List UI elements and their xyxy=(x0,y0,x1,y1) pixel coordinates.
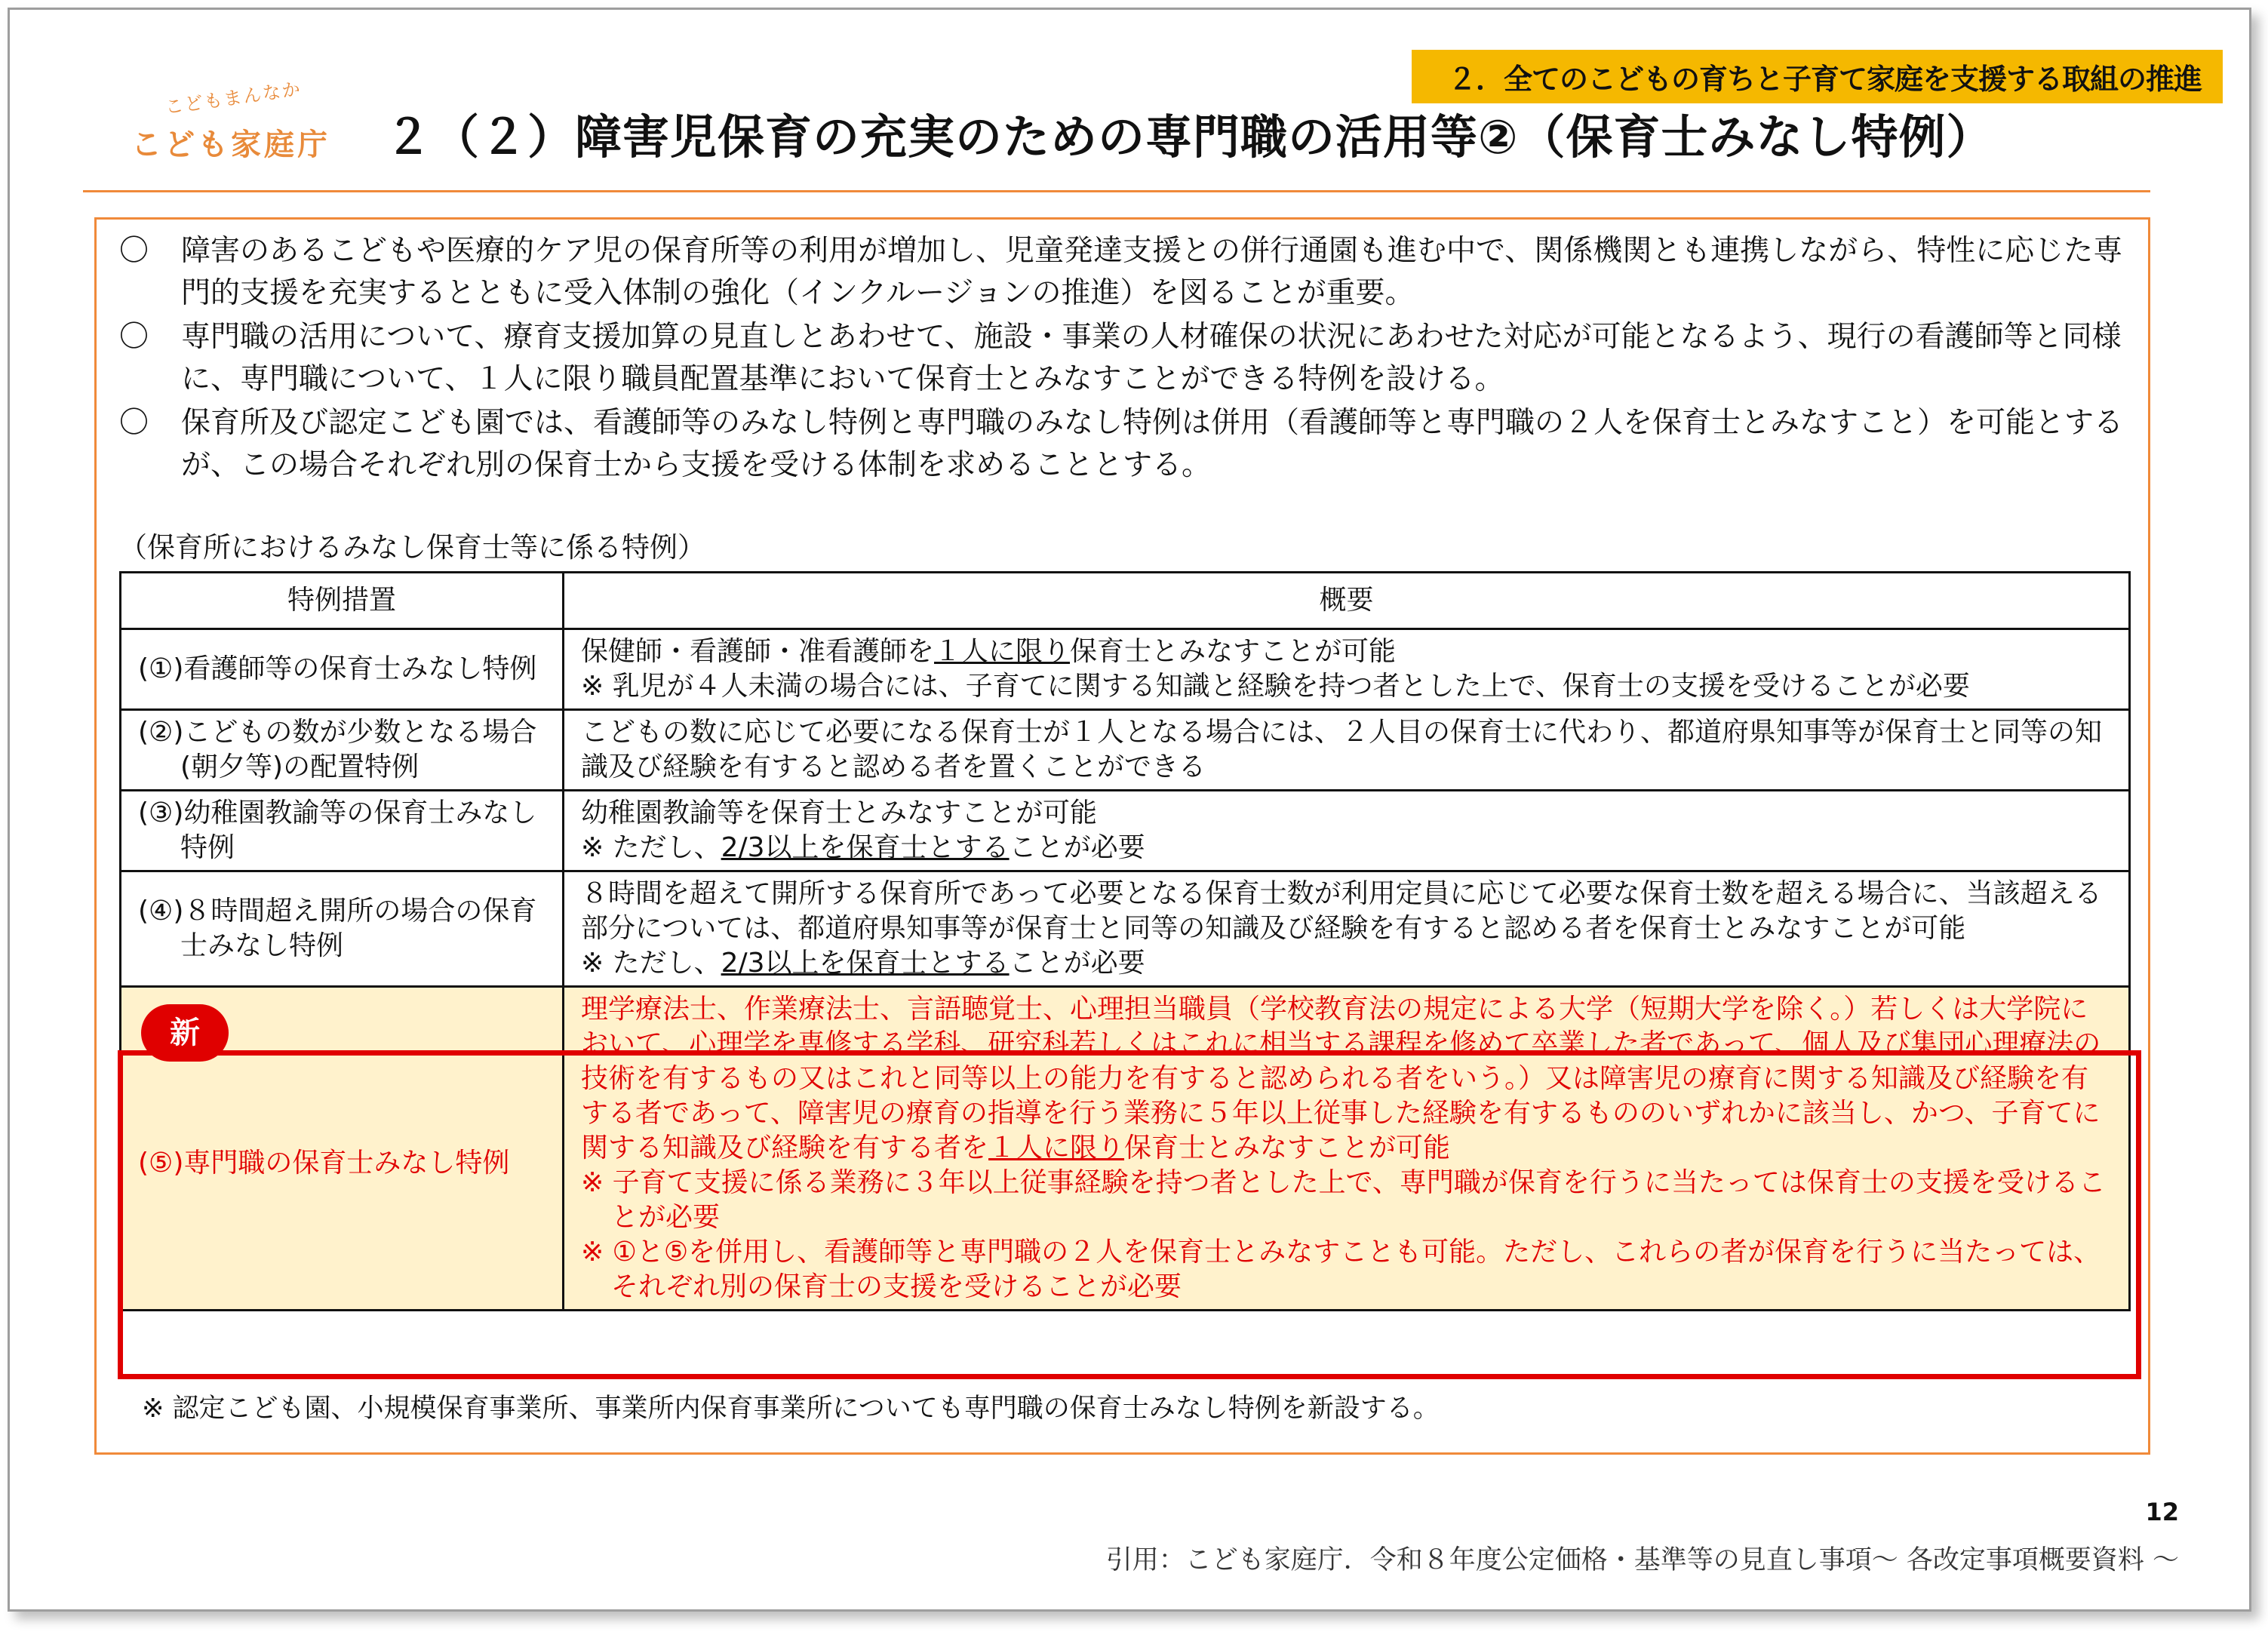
logo-tagline: こどもまんなか xyxy=(164,78,303,118)
summary-text: 保育士とみなすことが可能 xyxy=(1070,636,1397,667)
logo-text: こども家庭庁 xyxy=(131,128,330,162)
summary-text: 保健師・看護師・准看護師を xyxy=(581,636,935,667)
row-summary xyxy=(564,791,2130,871)
row-label xyxy=(121,987,564,1311)
summary-underlined: 2/3以上を保育士とする xyxy=(721,832,1010,863)
bullet-mark: 〇 xyxy=(119,406,149,440)
page-number: 12 xyxy=(2145,1498,2179,1526)
summary-text: ※ ただし、 xyxy=(581,832,721,863)
summary-line: 幼稚園教諭等を保育士とみなすことが可能 xyxy=(581,798,1098,828)
summary-text: ことが必要 xyxy=(1009,832,1145,863)
table-caption: （保育所におけるみなし保育士等に係る特例） xyxy=(119,531,705,564)
summary-underlined: １人に限り xyxy=(934,636,1071,667)
row-summary xyxy=(564,629,2130,710)
table-row xyxy=(121,791,2130,871)
summary-underlined: １人に限り xyxy=(988,1133,1125,1163)
row-summary xyxy=(564,987,2130,1311)
agency-logo xyxy=(131,78,335,174)
row-label xyxy=(121,629,564,710)
header-summary: 概要 xyxy=(564,573,2130,629)
row-summary xyxy=(564,710,2130,791)
summary-underlined: 2/3以上を保育士とする xyxy=(721,948,1010,979)
row-label xyxy=(121,791,564,871)
row-summary xyxy=(564,871,2130,987)
bullet-text: 保育所及び認定こども園では、看護師等のみなし特例と専門職のみなし特例は併用（看護師等と専門職の２人を保育士とみなすこと）を可能とするが、この場合それぞれ別の保育士から支援を受ける体制を求めることとする。 xyxy=(181,406,2124,482)
row-label-text: (①)看護師等の保育士みなし特例 xyxy=(138,653,537,684)
summary-note: ※ 子育て支援に係る業務に３年以上従事経験を持つ者とした上で、専門職が保育を行うに当たっては保育士の支援を受けることが必要 xyxy=(581,1167,2106,1233)
summary-note xyxy=(581,946,2112,981)
row-label-text: (④)８時間超え開所の場合の保育士みなし特例 xyxy=(138,896,537,961)
summary-note: ※ ①と⑤を併用し、看護師等と専門職の２人を保育士とみなすことも可能。ただし、これらの者が保育を行うに当たっては、それぞれ別の保育士の支援を受けることが必要 xyxy=(581,1237,2101,1302)
header-measure: 特例措置 xyxy=(121,573,564,629)
bullet-mark: 〇 xyxy=(119,320,149,354)
summary-note: ※ 乳児が４人未満の場合には、子育てに関する知識と経験を持つ者とした上で、保育士の支援を受けることが必要 xyxy=(581,671,1970,702)
summary-text: ※ ただし、 xyxy=(581,948,721,979)
table-row xyxy=(121,629,2130,710)
footnote: ※ 認定こども園、小規模保育事業所、事業所内保育事業所についても専門職の保育士みなし特例を新設する。 xyxy=(142,1394,1440,1424)
table-header-row xyxy=(121,573,2130,629)
bullet-item xyxy=(119,402,2126,487)
page-title: ２（２）障害児保育の充実のための専門職の活用等②（保育士みなし特例） xyxy=(385,109,1994,164)
title-divider xyxy=(83,190,2150,192)
exception-table xyxy=(119,571,2131,1311)
table-row xyxy=(121,871,2130,987)
row-label-text: (②)こどもの数が少数となる場合(朝夕等)の配置特例 xyxy=(138,717,537,782)
table-row xyxy=(121,710,2130,791)
summary-text: 保育士とみなすことが可能 xyxy=(1124,1133,1451,1163)
bullet-item xyxy=(119,316,2126,401)
summary-line xyxy=(581,635,2112,669)
content-box xyxy=(94,217,2150,1455)
section-tag: ２．全てのこどもの育ちと子育て家庭を支援する取組の推進 xyxy=(1412,50,2223,103)
bullet-list xyxy=(119,230,2126,488)
summary-line: こどもの数に応じて必要になる保育士が１人となる場合には、２人目の保育士に代わり、都道府県知事等が保育士と同等の知識及び経験を有すると認める者を置くことができる xyxy=(581,717,2103,782)
bullet-text: 専門職の活用について、療育支援加算の見直しとあわせて、施設・事業の人材確保の状況にあわせた対応が可能となるよう、現行の看護師等と同様に、専門職について、１人に限り職員配置基準において保育士とみなすことができる特例を設ける。 xyxy=(181,320,2122,396)
summary-text: 理学療法士、作業療法士、言語聴覚士、心理担当職員（学校教育法の規定による大学（短期大学を除く。）若しくは大学院において、心理学を専修する学科、研究科若しくはこれに相当する課程を修めて卒業した者であって、個人及び集団心理療法の技術を有するもの又はこれと同等以上の能力を有すると認められる者をいう。）又は障害児の療育に関する知識及び経験を有する者であって、障害児の療育の指導を行う業務に５年以上従事した経験を有するもののいずれかに該当し、かつ、子育てに関する知識及び経験を有する者を xyxy=(581,994,2101,1163)
row-label xyxy=(121,710,564,791)
table-row-new xyxy=(121,987,2130,1311)
row-label-text: (⑤)専門職の保育士みなし特例 xyxy=(138,1148,510,1179)
new-badge: 新 xyxy=(141,1004,229,1062)
summary-line xyxy=(581,992,2112,1166)
bullet-item xyxy=(119,230,2126,315)
summary-note xyxy=(581,831,2112,865)
bullet-text: 障害のあるこどもや医療的ケア児の保育所等の利用が増加し、児童発達支援との併行通園も進む中で、関係機関とも連携しながら、特性に応じた専門的支援を充実するとともに受入体制の強化（インクルージョンの推進）を図ることが重要。 xyxy=(181,234,2123,310)
citation: 引用：こども家庭庁．令和８年度公定価格・基準等の見直し事項〜 各改定事項概要資料 〜 xyxy=(1105,1545,2179,1575)
row-label-text: (③)幼稚園教諭等の保育士みなし特例 xyxy=(138,798,537,863)
row-label xyxy=(121,871,564,987)
summary-text: ことが必要 xyxy=(1009,948,1145,979)
summary-line: ８時間を超えて開所する保育所であって必要となる保育士数が利用定員に応じて必要な保育士数を超える場合に、当該超える部分については、都道府県知事等が保育士と同等の知識及び経験を有すると認める者を保育士とみなすことが可能 xyxy=(581,878,2102,944)
bullet-mark: 〇 xyxy=(119,234,149,268)
